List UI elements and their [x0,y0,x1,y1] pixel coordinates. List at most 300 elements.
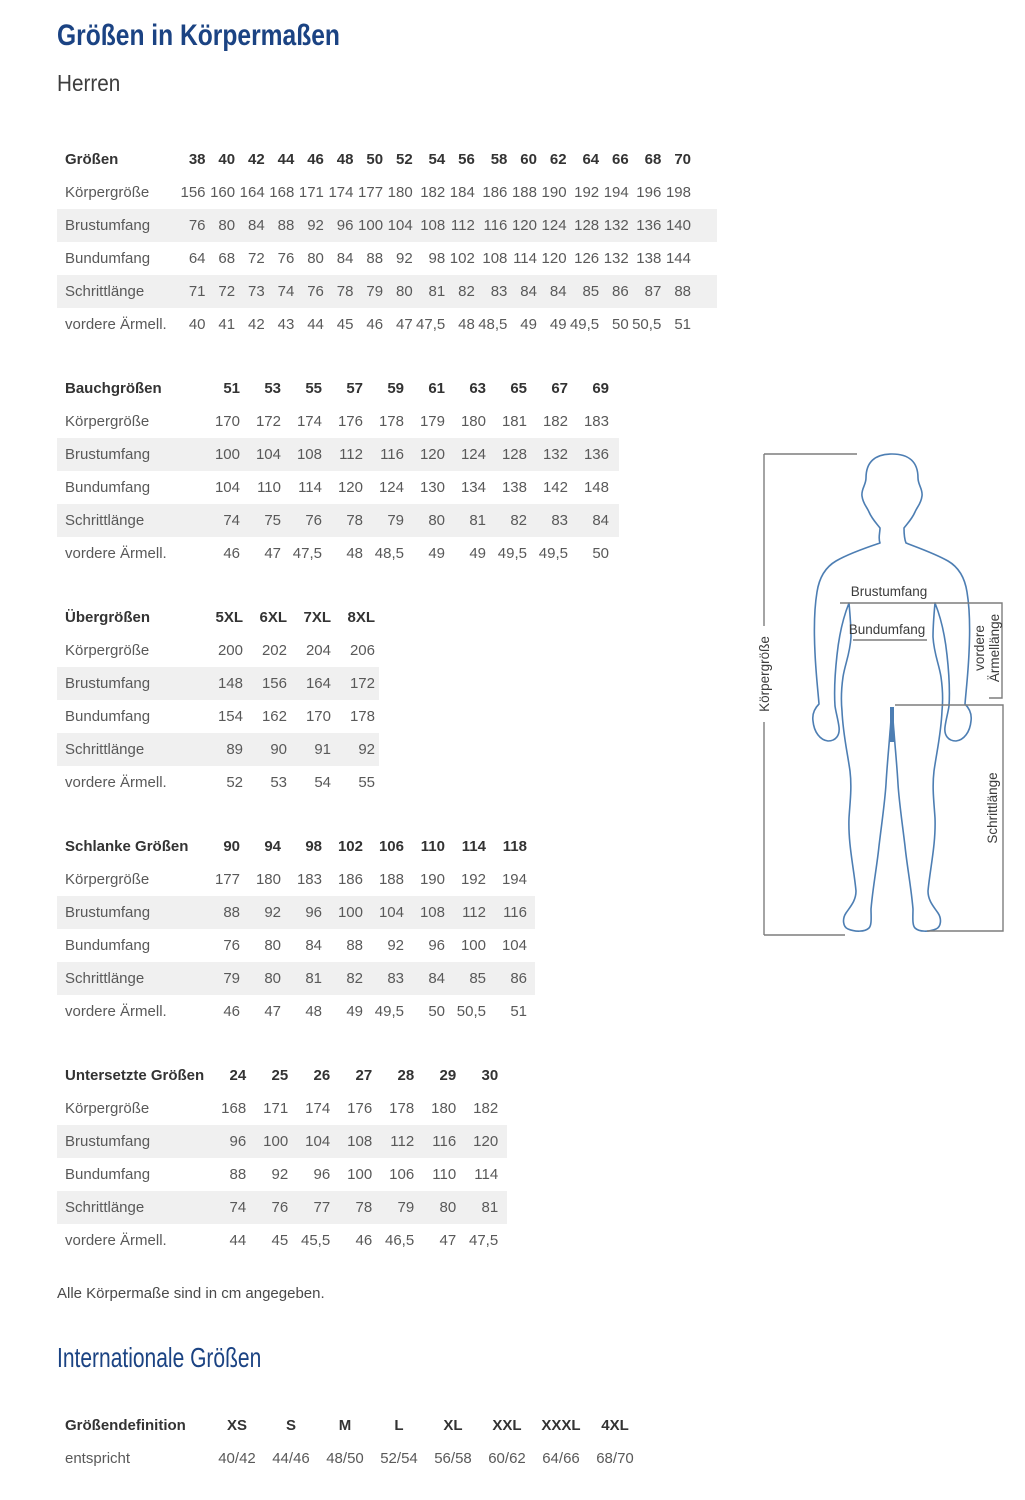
table-title: Bauchgrößen [65,380,162,397]
value-cell: 82 [346,970,363,987]
table-row [57,1224,507,1257]
size-header-cell: 114 [461,838,486,855]
table-row [57,863,535,896]
value-cell: 45,5 [301,1232,331,1249]
row-label-cell: Körpergröße [65,642,150,659]
waist-label: Bundumfang [848,622,926,637]
size-header-cell: 30 [481,1067,499,1084]
table-row [57,308,717,341]
value-cell: 177 [358,184,384,201]
size-header-cell: 61 [428,380,445,397]
value-cell: 176 [337,413,363,430]
table-row [57,1191,507,1224]
table-row [57,1092,507,1125]
value-cell: 104 [378,904,404,921]
value-cell: 100 [358,217,384,234]
size-tables-column [57,143,717,1257]
table-row [57,504,619,537]
table-groessen [57,143,717,341]
value-cell: 116 [503,904,527,921]
table-header-row [57,830,535,863]
size-header-cell: XL [443,1417,463,1434]
value-cell: 47 [439,1232,457,1249]
value-cell: 202 [261,642,287,659]
chest-label: Brustumfang [850,584,928,599]
size-header-cell: 55 [305,380,322,397]
value-cell: 188 [378,871,404,888]
table-untersetzte-groessen [57,1059,717,1257]
size-header-cell: S [285,1417,296,1434]
row-label-cell: Brustumfang [65,446,151,463]
value-cell: 98 [428,250,446,267]
value-cell: 82 [458,283,475,300]
size-header-cell: 118 [502,838,527,855]
value-cell: 148 [583,479,609,496]
size-table [57,830,535,1028]
value-cell: 82 [510,512,527,529]
value-cell: 88 [346,937,363,954]
value-cell: 91 [314,741,331,758]
size-header-cell: 6XL [259,609,287,626]
value-cell: 51 [674,316,691,333]
value-cell: 124 [541,217,567,234]
value-cell: 92 [264,904,281,921]
value-cell: 80 [428,512,445,529]
value-cell: 174 [328,184,354,201]
size-header-cell: 24 [229,1067,247,1084]
value-cell: 132 [603,217,629,234]
value-cell: 196 [636,184,662,201]
value-cell: 60/62 [488,1450,526,1467]
value-cell: 183 [296,871,322,888]
value-cell: 174 [305,1100,331,1117]
value-cell: 68 [218,250,236,267]
size-header-cell: 69 [592,380,609,397]
table-row [57,1442,642,1475]
table-header-row [57,372,619,405]
value-cell: 188 [511,184,537,201]
value-cell: 51 [510,1003,527,1020]
value-cell: 75 [264,512,281,529]
size-header-cell: 42 [248,151,265,168]
value-cell: 41 [218,316,236,333]
value-cell: 171 [263,1100,289,1117]
value-cell: 48/50 [326,1450,364,1467]
value-cell: 87 [644,283,662,300]
value-cell: 80 [264,937,281,954]
table-bauchgroessen [57,372,717,570]
sleeve-label-line1: vordere [972,625,987,671]
value-cell: 110 [257,479,281,496]
table-header-row [57,601,379,634]
value-cell: 49 [549,316,567,333]
value-cell: 156 [261,675,287,692]
height-label: Körpergröße [757,636,772,712]
value-cell: 80 [307,250,324,267]
value-cell: 104 [255,446,281,463]
size-header-cell: 102 [337,838,363,855]
row-label-cell: vordere Ärmell. [65,545,167,562]
value-cell: 120 [419,446,445,463]
size-header-cell: 94 [264,838,281,855]
row-label-cell: Schrittlänge [65,970,145,987]
body-measurement-diagram [737,448,1017,993]
value-cell: 132 [542,446,568,463]
table-row [57,176,717,209]
value-cell: 100 [347,1166,373,1183]
value-cell: 47 [264,1003,281,1020]
value-cell: 177 [214,871,240,888]
value-cell: 56/58 [434,1450,472,1467]
value-cell: 168 [269,184,295,201]
value-cell: 55 [358,774,375,791]
value-cell: 85 [469,970,486,987]
value-cell: 124 [378,479,404,496]
table-row [57,537,619,570]
value-cell: 76 [223,937,240,954]
value-cell: 204 [305,642,331,659]
size-header-cell: 29 [439,1067,457,1084]
row-label-cell: Brustumfang [65,217,151,234]
value-cell: 88 [674,283,691,300]
table-title: Übergrößen [65,609,151,626]
row-label-cell: Schrittlänge [65,283,145,300]
row-label-cell: vordere Ärmell. [65,1232,167,1249]
value-cell: 200 [217,642,243,659]
value-cell: 132 [603,250,629,267]
value-cell: 136 [636,217,662,234]
size-header-cell: 46 [307,151,324,168]
size-header-cell: 56 [458,151,475,168]
value-cell: 40 [188,316,206,333]
value-cell: 72 [218,283,236,300]
table-row [57,700,379,733]
value-cell: 83 [490,283,508,300]
size-header-cell: 66 [612,151,629,168]
value-cell: 47,5 [469,1232,499,1249]
value-cell: 106 [389,1166,415,1183]
size-header-cell: 50 [366,151,384,168]
value-cell: 47,5 [416,316,446,333]
value-cell: 50 [592,545,609,562]
row-label-cell: Brustumfang [65,675,151,692]
row-label-cell: entspricht [65,1450,131,1467]
table-title: Größendefinition [65,1417,186,1434]
table-row [57,766,379,799]
value-cell: 190 [541,184,567,201]
value-cell: 48,5 [478,316,508,333]
value-cell: 162 [261,708,287,725]
table-row [57,275,717,308]
table-header-row [57,143,717,176]
value-cell: 128 [574,217,600,234]
size-table [57,372,619,570]
value-cell: 182 [473,1100,499,1117]
size-header-cell: 63 [469,380,486,397]
value-cell: 180 [255,871,281,888]
value-cell: 50,5 [632,316,662,333]
size-header-cell: 27 [355,1067,373,1084]
value-cell: 50 [612,316,629,333]
value-cell: 74 [223,512,240,529]
value-cell: 102 [449,250,475,267]
value-cell: 120 [511,217,537,234]
sleeve-label-line2: Ärmellänge [987,613,1002,683]
value-cell: 90 [270,741,287,758]
value-cell: 116 [380,446,404,463]
value-cell: 114 [474,1166,499,1183]
size-header-cell: XXXL [541,1417,581,1434]
value-cell: 49,5 [569,316,600,333]
value-cell: 142 [542,479,568,496]
value-cell: 74 [277,283,295,300]
value-cell: 164 [239,184,265,201]
value-cell: 179 [419,413,445,430]
value-cell: 104 [214,479,240,496]
value-cell: 45 [271,1232,289,1249]
value-cell: 172 [349,675,375,692]
size-table [57,1059,507,1257]
value-cell: 154 [217,708,243,725]
value-cell: 42 [248,316,265,333]
table-row [57,1158,507,1191]
size-header-cell: L [394,1417,404,1434]
size-header-cell: 67 [551,380,568,397]
size-header-cell: 54 [428,151,446,168]
value-cell: 46 [223,545,240,562]
value-cell: 186 [482,184,508,201]
size-header-cell: 70 [674,151,691,168]
value-cell: 81 [469,512,486,529]
value-cell: 84 [592,512,609,529]
value-cell: 76 [307,283,324,300]
value-cell: 92 [271,1166,289,1183]
value-cell: 110 [432,1166,457,1183]
size-header-cell: 4XL [601,1417,629,1434]
value-cell: 112 [339,446,363,463]
size-table [57,601,379,799]
size-header-cell: 52 [395,151,413,168]
table-row [57,209,717,242]
value-cell: 76 [305,512,322,529]
value-cell: 182 [542,413,568,430]
table-row [57,1125,507,1158]
value-cell: 194 [501,871,527,888]
row-label-cell: Brustumfang [65,904,151,921]
table-uebergroessen [57,601,717,799]
value-cell: 176 [347,1100,373,1117]
value-cell: 47 [395,316,413,333]
value-cell: 92 [358,741,375,758]
size-header-cell: 65 [510,380,527,397]
row-label-cell: Bundumfang [65,1166,151,1183]
value-cell: 86 [510,970,527,987]
value-cell: 81 [305,970,322,987]
size-header-cell: 58 [490,151,508,168]
value-cell: 80 [439,1199,457,1216]
page-title: Größen in Körpermaßen [57,19,340,52]
value-cell: 160 [210,184,236,201]
table-schlanke-groessen [57,830,717,1028]
value-cell: 182 [420,184,446,201]
value-cell: 78 [355,1199,373,1216]
size-header-cell: 38 [188,151,206,168]
value-cell: 108 [347,1133,373,1150]
value-cell: 180 [431,1100,457,1117]
value-cell: 96 [336,217,354,234]
table-row [57,438,619,471]
value-cell: 76 [271,1199,289,1216]
value-cell: 64 [188,250,206,267]
value-cell: 49 [469,545,486,562]
value-cell: 96 [428,937,445,954]
size-header-cell: 5XL [215,609,243,626]
value-cell: 170 [305,708,331,725]
value-cell: 45 [336,316,354,333]
value-cell: 136 [583,446,609,463]
page-subtitle: Herren [57,70,121,96]
value-cell: 79 [366,283,384,300]
value-cell: 108 [296,446,322,463]
size-header-cell: 28 [397,1067,415,1084]
table-row [57,896,535,929]
value-cell: 50,5 [456,1003,486,1020]
value-cell: 100 [337,904,363,921]
table-row [57,995,535,1028]
value-cell: 53 [270,774,287,791]
value-cell: 81 [428,283,446,300]
size-header-cell: 98 [305,838,322,855]
row-label-cell: Körpergröße [65,413,150,430]
value-cell: 100 [214,446,240,463]
value-cell: 104 [305,1133,331,1150]
size-header-cell: 40 [218,151,236,168]
value-cell: 172 [255,413,281,430]
value-cell: 114 [298,479,322,496]
measurement-lines [764,454,1003,935]
value-cell: 164 [305,675,331,692]
value-cell: 46,5 [385,1232,415,1249]
size-header-cell: 57 [346,380,363,397]
value-cell: 49 [428,545,445,562]
value-cell: 168 [221,1100,247,1117]
size-header-cell: XXL [492,1417,522,1434]
value-cell: 138 [501,479,527,496]
section-title-international: Internationale Größen [57,1342,262,1373]
value-cell: 100 [460,937,486,954]
value-cell: 120 [337,479,363,496]
size-table [57,143,717,341]
table-international [57,1409,1025,1475]
value-cell: 83 [551,512,568,529]
row-label-cell: Schrittlänge [65,1199,145,1216]
size-header-cell: 68 [644,151,662,168]
value-cell: 180 [387,184,413,201]
value-cell: 140 [665,217,691,234]
row-label-cell: Körpergröße [65,1100,150,1117]
value-cell: 116 [483,217,508,234]
value-cell: 80 [264,970,281,987]
value-cell: 40/42 [218,1450,256,1467]
row-label-cell: Körpergröße [65,871,150,888]
value-cell: 120 [541,250,567,267]
value-cell: 78 [336,283,354,300]
value-cell: 186 [337,871,363,888]
value-cell: 190 [419,871,445,888]
row-label-cell: vordere Ärmell. [65,1003,167,1020]
size-header-cell: 59 [387,380,404,397]
human-figure-outline [813,454,971,931]
size-table [57,1409,642,1475]
value-cell: 80 [395,283,413,300]
value-cell: 96 [313,1166,331,1183]
value-cell: 108 [482,250,508,267]
value-cell: 96 [229,1133,247,1150]
value-cell: 116 [432,1133,457,1150]
value-cell: 89 [226,741,243,758]
size-header-cell: 44 [277,151,295,168]
value-cell: 49,5 [538,545,568,562]
row-label-cell: vordere Ärmell. [65,774,167,791]
value-cell: 48 [305,1003,322,1020]
value-cell: 178 [389,1100,415,1117]
value-cell: 108 [420,217,446,234]
value-cell: 54 [314,774,331,791]
value-cell: 78 [346,512,363,529]
table-row [57,405,619,438]
value-cell: 77 [313,1199,331,1216]
value-cell: 171 [298,184,324,201]
value-cell: 79 [223,970,240,987]
value-cell: 49,5 [497,545,527,562]
value-cell: 48 [458,316,475,333]
value-cell: 88 [229,1166,247,1183]
value-cell: 68/70 [596,1450,634,1467]
table-row [57,962,535,995]
value-cell: 100 [263,1133,289,1150]
size-header-cell: 106 [378,838,404,855]
size-header-cell: 62 [549,151,567,168]
row-label-cell: Bundumfang [65,479,151,496]
table-row [57,471,619,504]
table-title: Größen [65,151,119,168]
value-cell: 198 [665,184,691,201]
measurement-figure-svg [737,448,1017,993]
row-label-cell: Bundumfang [65,250,151,267]
size-header-cell: 26 [313,1067,331,1084]
value-cell: 44/46 [272,1450,310,1467]
value-cell: 86 [612,283,629,300]
value-cell: 76 [277,250,295,267]
row-label-cell: Brustumfang [65,1133,151,1150]
value-cell: 46 [223,1003,240,1020]
value-cell: 170 [214,413,240,430]
value-cell: 134 [460,479,486,496]
value-cell: 88 [223,904,240,921]
table-row [57,242,717,275]
value-cell: 49 [346,1003,363,1020]
value-cell: 174 [296,413,322,430]
value-cell: 81 [481,1199,499,1216]
value-cell: 92 [395,250,413,267]
table-title: Untersetzte Größen [65,1067,205,1084]
value-cell: 52/54 [380,1450,418,1467]
value-cell: 48,5 [374,545,404,562]
value-cell: 49 [520,316,537,333]
value-cell: 144 [665,250,691,267]
value-cell: 96 [305,904,322,921]
row-label-cell: vordere Ärmell. [65,316,167,333]
